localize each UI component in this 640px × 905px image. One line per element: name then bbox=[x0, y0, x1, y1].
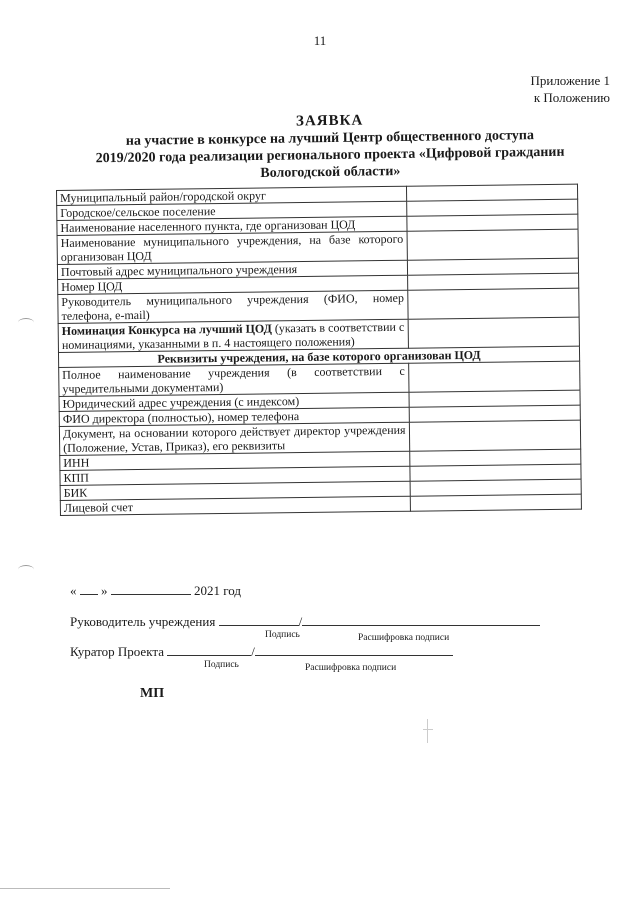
date-quote-open: « bbox=[70, 583, 77, 598]
field-label: Юридический адрес учреждения (с индексом) bbox=[59, 392, 409, 411]
field-value[interactable] bbox=[410, 494, 582, 511]
appendix-line-2: к Положению bbox=[533, 90, 610, 105]
head-signature-line bbox=[70, 613, 540, 630]
section-header: Реквизиты учреждения, на базе которого организован ЦОД bbox=[58, 346, 579, 367]
field-label: ФИО директора (полностью), номер телефона bbox=[59, 407, 409, 426]
document-title bbox=[70, 109, 591, 184]
curator-label: Куратор Проекта bbox=[70, 644, 164, 659]
nomination-label bbox=[58, 319, 408, 352]
title-line-1: на участие в конкурсе на лучший Центр общественного доступа bbox=[125, 128, 535, 149]
date-quote-close: » bbox=[101, 583, 108, 598]
field-label: КПП bbox=[60, 466, 410, 485]
date-month-blank[interactable] bbox=[111, 582, 191, 595]
curator-signature-line bbox=[70, 643, 453, 660]
slash: / bbox=[298, 614, 303, 629]
field-value[interactable] bbox=[407, 288, 579, 319]
appendix-line-1: Приложение 1 bbox=[530, 73, 610, 88]
field-label: Руководитель муниципального учреждения (ФИО, номер телефона, e-mail) bbox=[58, 290, 408, 323]
slash: / bbox=[251, 644, 255, 659]
margin-mark bbox=[18, 318, 34, 327]
margin-mark bbox=[18, 565, 34, 574]
field-value[interactable] bbox=[409, 420, 581, 451]
field-label: Наименование муниципального учреждения, на базе которого организован ЦОД bbox=[57, 231, 407, 264]
scan-edge-line bbox=[0, 888, 170, 889]
field-label: Муниципальный район/городской округ bbox=[57, 186, 407, 205]
signature-caption: Подпись bbox=[265, 630, 300, 640]
field-label: БИК bbox=[60, 481, 410, 500]
field-value[interactable] bbox=[407, 229, 579, 260]
field-label: Номер ЦОД bbox=[58, 275, 408, 294]
appendix-note bbox=[530, 72, 610, 106]
date-year: 2021 год bbox=[194, 583, 241, 598]
head-label: Руководитель учреждения bbox=[70, 614, 216, 629]
head-signature-blank[interactable] bbox=[219, 613, 299, 626]
date-line bbox=[70, 582, 241, 599]
nomination-note: (указать в соответствии с номинациями, указанными в п. 4 настоящего положения) bbox=[61, 319, 405, 352]
decoding-caption: Расшифровка подписи bbox=[305, 663, 397, 673]
application-form bbox=[56, 184, 582, 516]
decoding-caption: Расшифровка подписи bbox=[358, 633, 450, 643]
scan-mark bbox=[423, 719, 433, 743]
head-decoding-blank[interactable] bbox=[302, 613, 540, 626]
title-line-2: 2019/2020 года реализации регионального проекта «Цифровой гражданин bbox=[95, 144, 565, 167]
field-label: Почтовый адрес муниципального учреждения bbox=[57, 260, 407, 279]
page-number: 11 bbox=[313, 33, 327, 48]
field-label: Наименование населенного пункта, где организован ЦОД bbox=[57, 216, 407, 235]
field-label: Полное наименование учреждения (в соответствии с учредительными документами) bbox=[59, 363, 409, 396]
field-label: Городское/сельское поселение bbox=[57, 201, 407, 220]
title-main: ЗАЯВКА bbox=[295, 112, 364, 130]
title-line-3: Вологодской области» bbox=[260, 164, 401, 181]
field-value[interactable] bbox=[408, 361, 580, 392]
signature-caption: Подпись bbox=[204, 660, 239, 670]
field-label: Документ, на основании которого действует директор учреждения (Положение, Устав, Приказ), его реквизиты bbox=[59, 422, 409, 455]
application-table bbox=[56, 184, 582, 516]
field-value[interactable] bbox=[408, 317, 580, 348]
curator-decoding-blank[interactable] bbox=[255, 643, 453, 656]
curator-signature-blank[interactable] bbox=[167, 643, 251, 656]
field-label: Лицевой счет bbox=[60, 496, 410, 515]
date-day-blank[interactable] bbox=[80, 582, 98, 595]
nomination-bold-text: Номинация Конкурса на лучший ЦОД bbox=[61, 321, 272, 338]
stamp-place: МП bbox=[140, 686, 165, 701]
field-label: ИНН bbox=[60, 451, 410, 470]
